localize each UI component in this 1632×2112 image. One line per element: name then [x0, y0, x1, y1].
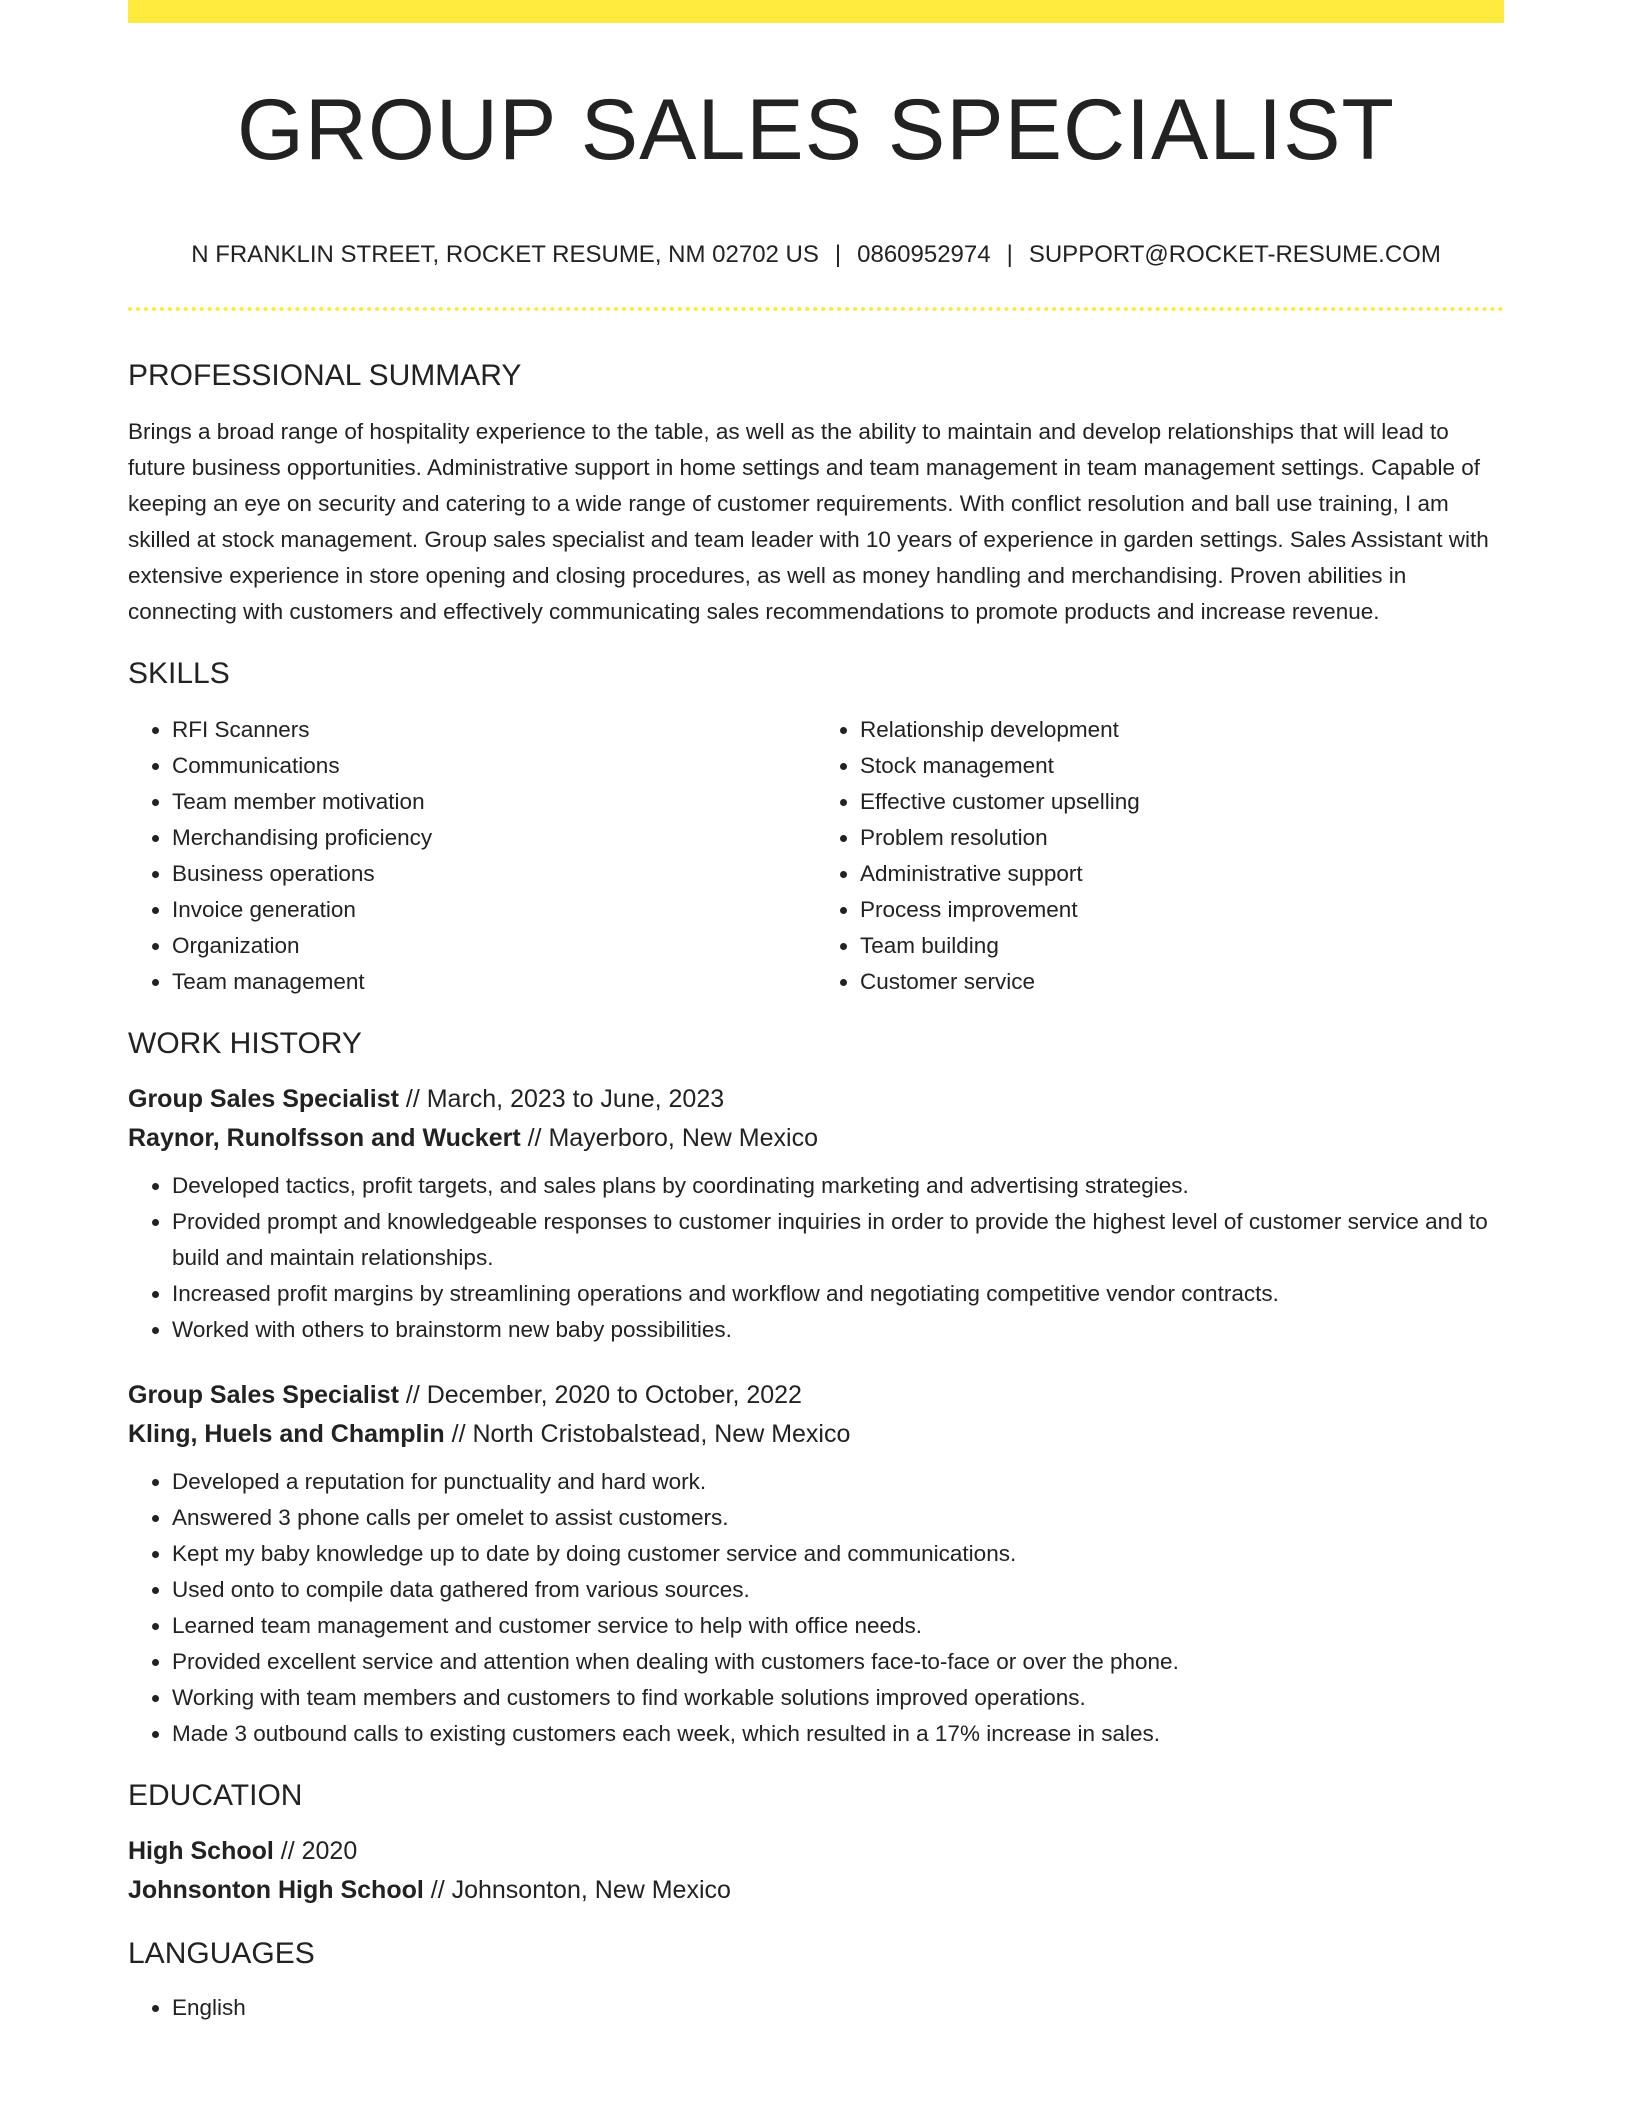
skill-item: • Invoice generation: [172, 892, 816, 928]
education-section: [128, 1770, 1504, 1910]
job-company-line: [128, 1415, 1504, 1454]
education-degree-line: [128, 1832, 1504, 1871]
resume-name: GROUP SALES SPECIALIST: [237, 82, 1395, 178]
job-bullets: [128, 1168, 1504, 1348]
job-bullet: • Developed a reputation for punctuality and hard work.: [172, 1464, 1504, 1500]
skill-item: • Administrative support: [860, 856, 1504, 892]
language-item: • English: [172, 1990, 1504, 2026]
job-bullet: • Provided excellent service and attention when dealing with customers face-to-face or over the phone.: [172, 1644, 1504, 1680]
email-text: SUPPORT@ROCKET-RESUME.COM: [1028, 241, 1441, 268]
skill-item: • Organization: [172, 928, 816, 964]
job-company-line: [128, 1119, 1504, 1158]
job-title: Group Sales Specialist: [128, 1085, 399, 1113]
job-bullet: • Learned team management and customer service to help with office needs.: [172, 1608, 1504, 1644]
skills-section: [128, 648, 1504, 1000]
job-bullet: • Kept my baby knowledge up to date by doing customer service and communications.: [172, 1536, 1504, 1572]
skill-item: • RFI Scanners: [172, 712, 816, 748]
job-bullet: • Increased profit margins by streamlining operations and workflow and negotiating competitive vendor contracts.: [172, 1276, 1504, 1312]
job-title-line: [128, 1080, 1504, 1119]
job-dates: // March, 2023 to June, 2023: [398, 1085, 725, 1113]
job-bullets: [128, 1464, 1504, 1752]
skill-item: • Team building: [860, 928, 1504, 964]
skills-columns: [128, 712, 1504, 1000]
skill-item: • Customer service: [860, 964, 1504, 1000]
job-bullet: • Used onto to compile data gathered from various sources.: [172, 1572, 1504, 1608]
work-history-heading: WORK HISTORY: [128, 1027, 362, 1060]
accent-top-bar: [128, 0, 1504, 23]
resume-content: [128, 350, 1504, 2026]
address-text: N FRANKLIN STREET, ROCKET RESUME, NM 02702 US: [191, 241, 819, 268]
skills-list-left: [128, 712, 816, 1000]
skill-item: • Stock management: [860, 748, 1504, 784]
education-location: // Johnsonton, New Mexico: [423, 1876, 731, 1904]
job-dates: // December, 2020 to October, 2022: [398, 1381, 802, 1409]
languages-heading: LANGUAGES: [128, 1937, 315, 1970]
education-school-line: [128, 1871, 1504, 1910]
skills-heading: SKILLS: [128, 657, 230, 690]
education-school: Johnsonton High School: [128, 1876, 424, 1904]
skill-item: • Team management: [172, 964, 816, 1000]
skill-item: • Process improvement: [860, 892, 1504, 928]
skill-item: • Team member motivation: [172, 784, 816, 820]
education-heading: EDUCATION: [128, 1779, 303, 1812]
skill-item: • Effective customer upselling: [860, 784, 1504, 820]
contact-line: [128, 238, 1504, 272]
job-title: Group Sales Specialist: [128, 1381, 399, 1409]
job-bullet: • Working with team members and customers to find workable solutions improved operations.: [172, 1680, 1504, 1716]
job-entry: [128, 1376, 1504, 1752]
work-history-section: [128, 1018, 1504, 1752]
dotted-divider: [128, 307, 1504, 311]
job-entry: [128, 1080, 1504, 1348]
job-bullet: • Provided prompt and knowledgeable responses to customer inquiries in order to provide the highest level of customer service and to build and maintain relationships.: [172, 1204, 1504, 1276]
job-location: // North Cristobalstead, New Mexico: [444, 1420, 851, 1448]
education-year: // 2020: [273, 1837, 358, 1865]
contact-separator: |: [834, 241, 842, 268]
job-bullet: • Answered 3 phone calls per omelet to assist customers.: [172, 1500, 1504, 1536]
job-location: // Mayerboro, New Mexico: [520, 1124, 818, 1152]
job-title-line: [128, 1376, 1504, 1415]
summary-text: Brings a broad range of hospitality experience to the table, as well as the ability to maintain and develop relationships that will lead to future business opportunities. Administrative support in home settings and team management in team management settings. Capable of keeping an eye on security and catering to a wide range of customer requirements. With conflict resolution and ball use training, I am skilled at stock management. Group sales specialist and team leader with 10 years of experience in garden settings. Sales Assistant with extensive experience in store opening and closing procedures, as well as money handling and merchandising. Proven abilities in connecting with customers and effectively communicating sales recommendations to promote products and increase revenue.: [128, 419, 1489, 624]
summary-heading: PROFESSIONAL SUMMARY: [128, 359, 522, 392]
skill-item: • Business operations: [172, 856, 816, 892]
skill-item: • Merchandising proficiency: [172, 820, 816, 856]
education-entry: [128, 1832, 1504, 1910]
summary-section: [128, 350, 1504, 630]
contact-separator: |: [1006, 241, 1013, 268]
languages-list: [128, 1990, 1504, 2026]
phone-text: 0860952974: [857, 241, 991, 268]
skill-item: • Relationship development: [860, 712, 1504, 748]
job-company: Kling, Huels and Champlin: [128, 1420, 445, 1448]
skills-list-right: [816, 712, 1504, 1000]
education-degree: High School: [128, 1837, 274, 1865]
job-company: Raynor, Runolfsson and Wuckert: [128, 1124, 521, 1152]
job-bullet: • Developed tactics, profit targets, and sales plans by coordinating marketing and advertising strategies.: [172, 1168, 1504, 1204]
job-bullet: • Made 3 outbound calls to existing customers each week, which resulted in a 17% increase in sales.: [172, 1716, 1504, 1752]
skill-item: • Problem resolution: [860, 820, 1504, 856]
languages-section: [128, 1928, 1504, 2026]
skill-item: • Communications: [172, 748, 816, 784]
job-bullet: • Worked with others to brainstorm new baby possibilities.: [172, 1312, 1504, 1348]
